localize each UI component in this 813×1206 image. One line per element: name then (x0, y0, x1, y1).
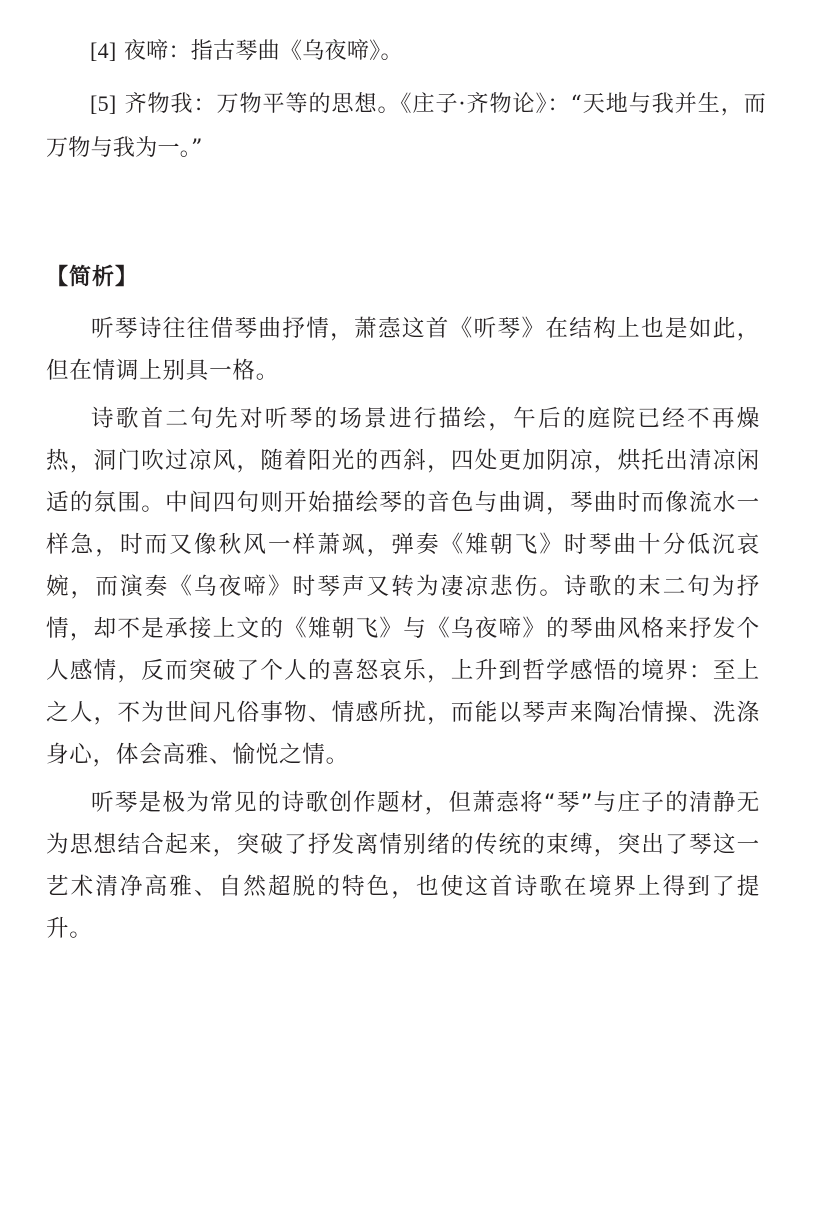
analysis-paragraph: 听琴是极为常见的诗歌创作题材，但萧悫将“琴”与庄子的清静无为思想结合起来，突破了抒发离情别绪的传统的束缚，突出了琴这一艺术清净高雅、自然超脱的特色，也使这首诗歌在境界上得到了提升。 (46, 790, 760, 942)
page (46, 0, 766, 942)
analysis-paragraph: 诗歌首二句先对听琴的场景进行描绘，午后的庭院已经不再燥热，洞门吹过凉风，随着阳光的西斜，四处更加阴凉，烘托出清凉闲适的氛围。中间四句则开始描绘琴的音色与曲调，琴曲时而像流水一样急，时而又像秋风一样萧飒，弹奏《雉朝飞》时琴曲十分低沉哀婉，而演奏《乌夜啼》时琴声又转为凄凉悲伤。诗歌的末二句为抒情，却不是承接上文的《雉朝飞》与《乌夜啼》的琴曲风格来抒发个人感情，反而突破了个人的喜怒哀乐，上升到哲学感悟的境界：至上之人，不为世间凡俗事物、情感所扰，而能以琴声来陶冶情操、洗涤身心，体会高雅、愉悦之情。 (46, 406, 760, 768)
footnote-text: 夜啼：指古琴曲《乌夜啼》。 (123, 39, 403, 64)
footnote-text: 齐物我：万物平等的思想。《庄子·齐物论》：“天地与我并生，而万物与我为一。” (46, 92, 766, 161)
section-heading: 【简析】 (46, 265, 139, 290)
footnote-number: [4] (90, 38, 117, 63)
footnote-number: [5] (90, 91, 117, 116)
analysis-body (46, 308, 760, 950)
analysis-paragraph: 听琴诗往往借琴曲抒情，萧悫这首《听琴》在结构上也是如此，但在情调上别具一格。 (46, 316, 760, 384)
footnote-4 (46, 29, 766, 74)
footnote-5 (46, 82, 766, 171)
